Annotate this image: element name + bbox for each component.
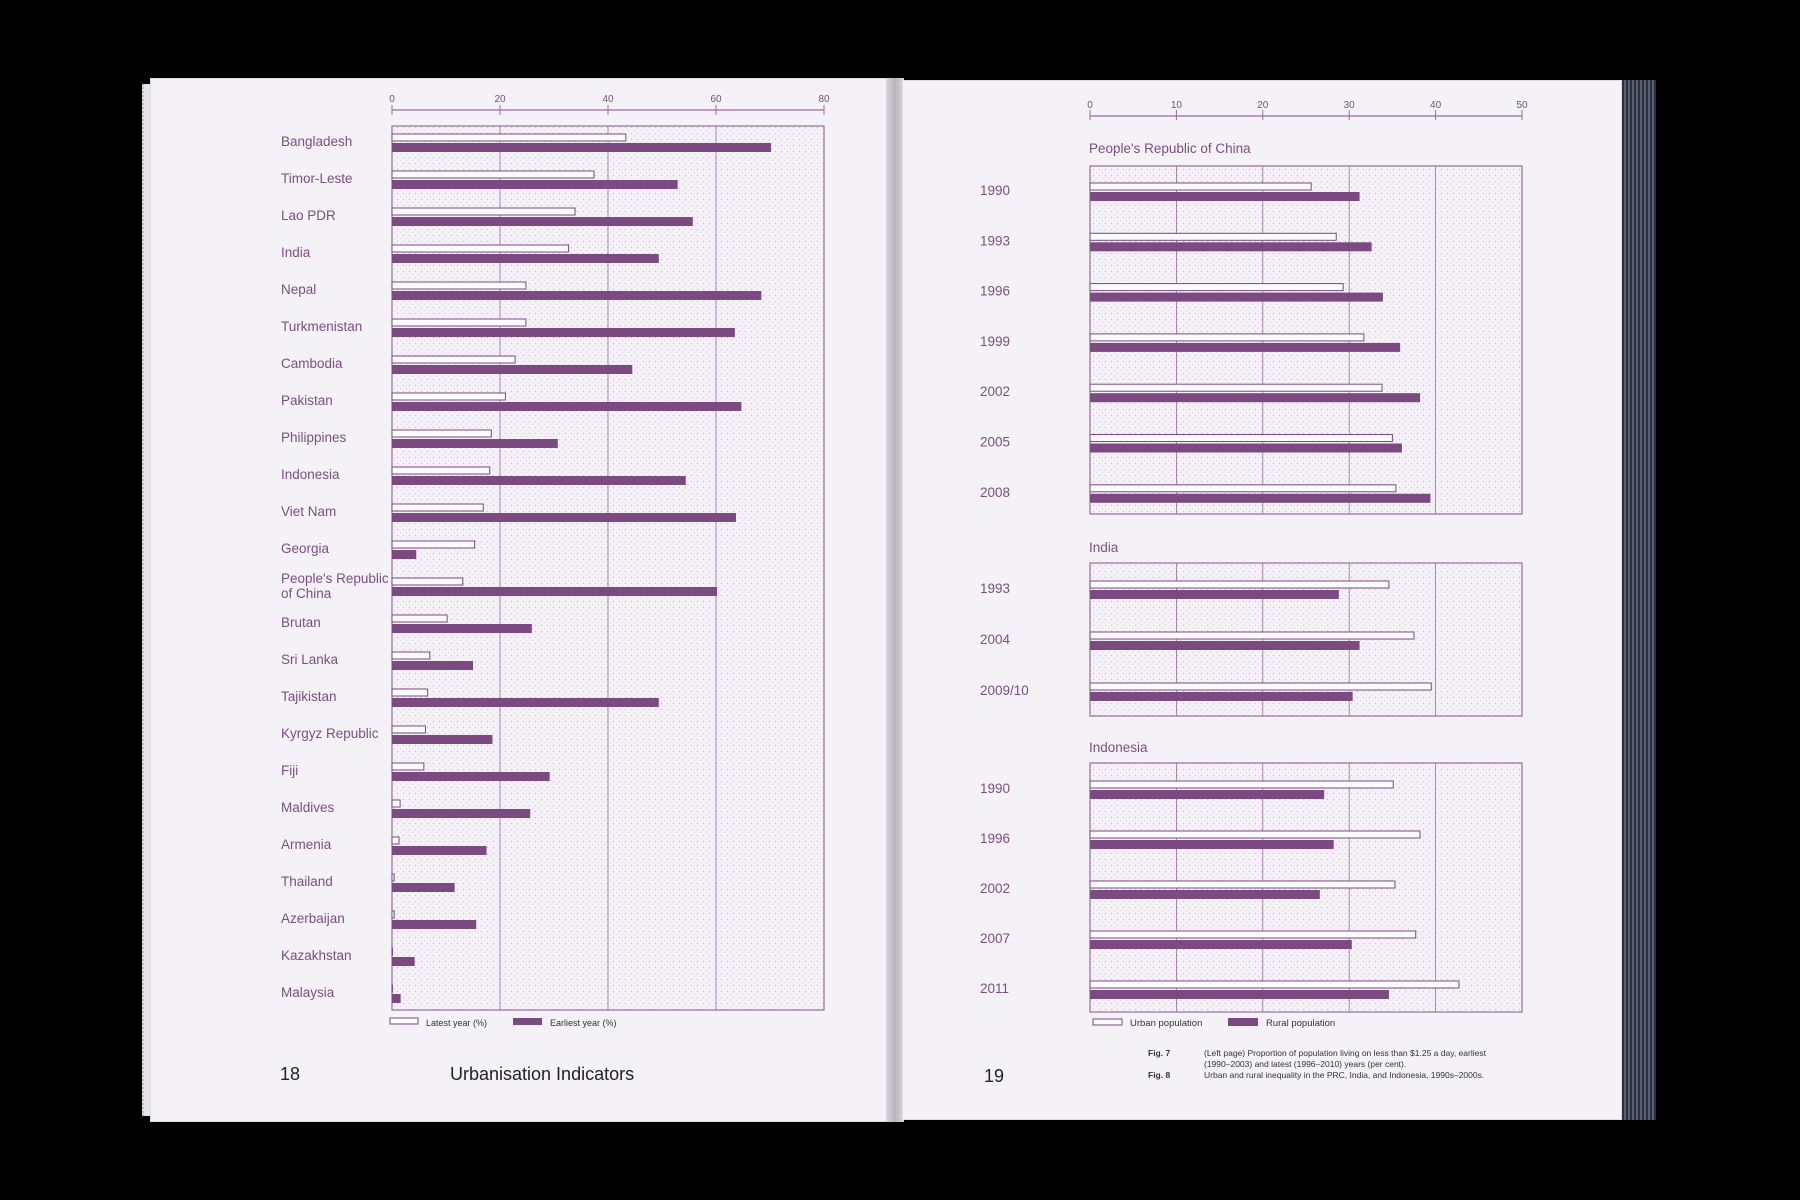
fig7-bar-latest bbox=[392, 356, 515, 363]
fig7-bar-latest bbox=[392, 171, 594, 178]
fig8-tick-label: 10 bbox=[1170, 100, 1182, 111]
fig7-label: Fig. 7 bbox=[1148, 1048, 1171, 1058]
fig8-bar-rural bbox=[1090, 692, 1353, 701]
fig7-bar-earliest bbox=[392, 143, 771, 152]
fig8-tick-label: 0 bbox=[1087, 100, 1093, 111]
fig8-bar-urban bbox=[1090, 781, 1393, 788]
fig8-panel-title: India bbox=[1089, 540, 1119, 555]
fig7-bar-latest bbox=[392, 837, 399, 844]
fig8-bar-rural bbox=[1090, 940, 1352, 949]
fig7-bar-earliest bbox=[392, 883, 455, 892]
fig7-bar-latest bbox=[392, 134, 626, 141]
fig8-bar-urban bbox=[1090, 435, 1392, 442]
fig8-legend-label-urban: Urban population bbox=[1130, 1018, 1203, 1029]
fig8-year-label: 2002 bbox=[980, 384, 1011, 400]
fig7-bar-earliest bbox=[392, 920, 476, 929]
running-title: Urbanisation Indicators bbox=[450, 1064, 635, 1084]
fig7-category-label: Lao PDR bbox=[281, 208, 336, 223]
fig7-poverty-chart bbox=[281, 94, 830, 1028]
fig8-tick-label: 20 bbox=[1257, 100, 1269, 111]
fig8-bar-rural bbox=[1090, 242, 1372, 251]
fig7-category-label: Kyrgyz Republic bbox=[281, 726, 379, 741]
fig8-label: Fig. 8 bbox=[1148, 1070, 1171, 1080]
fig8-year-label: 2008 bbox=[980, 484, 1011, 500]
fig7-legend-label-latest: Latest year (%) bbox=[426, 1018, 488, 1028]
fig7-tick-label: 20 bbox=[494, 94, 506, 105]
fig8-bar-urban bbox=[1090, 384, 1382, 391]
fig8-year-label: 1990 bbox=[980, 781, 1011, 796]
fig7-bar-earliest bbox=[392, 291, 761, 300]
fig7-bar-latest bbox=[392, 504, 483, 511]
fig7-bar-latest bbox=[392, 948, 393, 955]
fig7-bar-latest bbox=[392, 541, 475, 548]
fig7-bar-earliest bbox=[392, 735, 492, 744]
fig7-category-label: People's Republic bbox=[281, 571, 389, 586]
fig7-bar-earliest bbox=[392, 698, 659, 707]
fig7-category-label: Malaysia bbox=[281, 985, 335, 1000]
fig7-category-label: Brutan bbox=[281, 615, 321, 630]
fig8-bar-rural bbox=[1090, 393, 1420, 402]
fig7-bar-latest bbox=[392, 800, 400, 807]
fig7-category-label: Kazakhstan bbox=[281, 948, 352, 963]
fig8-year-label: 1996 bbox=[980, 283, 1011, 299]
fig8-year-label: 2011 bbox=[980, 981, 1010, 996]
fig7-bar-earliest bbox=[392, 402, 741, 411]
fig7-bar-earliest bbox=[392, 809, 530, 818]
fig7-bar-earliest bbox=[392, 772, 550, 781]
fig8-bar-urban bbox=[1090, 683, 1431, 690]
fig7-category-label: Fiji bbox=[281, 763, 299, 778]
fig7-bar-earliest bbox=[392, 254, 659, 263]
fig7-bar-earliest bbox=[392, 365, 632, 374]
fig8-caption: Urban and rural inequality in the PRC, India, and Indonesia, 1990s–2000s. bbox=[1204, 1070, 1485, 1080]
fig7-category-label: Timor-Leste bbox=[281, 171, 353, 186]
fig8-bar-urban bbox=[1090, 284, 1343, 291]
fig8-bar-urban bbox=[1090, 831, 1420, 838]
fig7-category-label: Georgia bbox=[281, 541, 330, 556]
fig8-legend-swatch-rural bbox=[1228, 1018, 1258, 1026]
fig7-category-label: Bangladesh bbox=[281, 134, 353, 149]
fig7-bar-latest bbox=[392, 874, 394, 881]
fig7-bar-latest bbox=[392, 726, 425, 733]
fig8-bar-rural bbox=[1090, 494, 1430, 503]
fig7-bar-earliest bbox=[392, 994, 401, 1003]
fig7-bar-latest bbox=[392, 282, 526, 289]
fig7-category-label: Philippines bbox=[281, 430, 347, 445]
fig8-bar-rural bbox=[1090, 840, 1334, 849]
fig7-bar-earliest bbox=[392, 587, 717, 596]
fig8-year-label: 1993 bbox=[980, 581, 1011, 596]
fig7-tick-label: 60 bbox=[710, 94, 722, 105]
fig7-tick-label: 0 bbox=[389, 94, 395, 105]
fig8-bar-urban bbox=[1090, 183, 1311, 190]
fig7-bar-latest bbox=[392, 578, 463, 585]
fig8-year-label: 2009/10 bbox=[980, 683, 1029, 698]
fig7-bar-latest bbox=[392, 393, 505, 400]
fig8-bar-rural bbox=[1090, 590, 1339, 599]
left-page-number: 18 bbox=[280, 1064, 301, 1084]
fig7-category-label: Indonesia bbox=[281, 467, 340, 482]
fig8-year-label: 2004 bbox=[980, 632, 1011, 647]
fig8-bar-urban bbox=[1090, 881, 1395, 888]
fig8-bar-rural bbox=[1090, 293, 1383, 302]
fig7-bar-latest bbox=[392, 763, 424, 770]
fig7-bar-earliest bbox=[392, 624, 532, 633]
fig7-bar-latest bbox=[392, 319, 526, 326]
fig7-caption-line1: (Left page) Proportion of population living on less than $1.25 a day, earliest bbox=[1204, 1048, 1486, 1058]
fig8-tick-label: 40 bbox=[1430, 100, 1442, 111]
fig8-legend-label-rural: Rural population bbox=[1266, 1018, 1336, 1029]
right-page-number: 19 bbox=[984, 1066, 1005, 1086]
fig7-bar-earliest bbox=[392, 439, 558, 448]
fig7-bar-earliest bbox=[392, 550, 416, 559]
fig8-bar-urban bbox=[1090, 632, 1414, 639]
fig8-panel-title: Indonesia bbox=[1089, 740, 1148, 755]
fig8-year-label: 2007 bbox=[980, 931, 1011, 946]
fig7-bar-earliest bbox=[392, 217, 693, 226]
fig7-bar-earliest bbox=[392, 476, 686, 485]
fig7-legend-swatch-latest bbox=[390, 1018, 418, 1024]
fig7-bar-latest bbox=[392, 911, 394, 918]
fig8-bar-urban bbox=[1090, 485, 1396, 492]
fig7-category-label: India bbox=[281, 245, 311, 260]
fig7-category-label: Thailand bbox=[281, 874, 333, 889]
fig7-bar-earliest bbox=[392, 328, 735, 337]
fig8-year-label: 2002 bbox=[980, 881, 1011, 896]
fig8-tick-label: 30 bbox=[1343, 100, 1355, 111]
fig7-category-label: Pakistan bbox=[281, 393, 333, 408]
fig7-category-label: Tajikistan bbox=[281, 689, 337, 704]
fig8-legend-swatch-urban bbox=[1093, 1019, 1122, 1025]
fig7-legend-swatch-earliest bbox=[513, 1018, 542, 1025]
fig7-bar-latest bbox=[392, 208, 575, 215]
fig7-bar-earliest bbox=[392, 846, 487, 855]
fig8-bar-urban bbox=[1090, 981, 1459, 988]
fig7-category-label: Maldives bbox=[281, 800, 335, 815]
fig8-bar-rural bbox=[1090, 641, 1360, 650]
fig8-panel-title: People's Republic of China bbox=[1089, 141, 1251, 156]
fig7-caption-line2: (1990–2003) and latest (1996–2010) years (per cent). bbox=[1204, 1059, 1407, 1069]
fig7-tick-label: 80 bbox=[818, 94, 830, 105]
fig8-bar-urban bbox=[1090, 931, 1416, 938]
fig7-bar-earliest bbox=[392, 957, 415, 966]
fig7-bar-latest bbox=[392, 985, 393, 992]
fig7-legend-label-earliest: Earliest year (%) bbox=[550, 1018, 617, 1028]
fig7-bar-earliest bbox=[392, 661, 473, 670]
fig7-category-label: Cambodia bbox=[281, 356, 343, 371]
fig8-bar-rural bbox=[1090, 343, 1400, 352]
fig7-bar-latest bbox=[392, 615, 447, 622]
fig7-bar-earliest bbox=[392, 180, 678, 189]
fig7-tick-label: 40 bbox=[602, 94, 614, 105]
fig7-bar-latest bbox=[392, 652, 430, 659]
fig8-bar-rural bbox=[1090, 790, 1324, 799]
fig8-bar-rural bbox=[1090, 990, 1389, 999]
fig8-tick-label: 50 bbox=[1516, 100, 1528, 111]
fig7-bar-latest bbox=[392, 430, 491, 437]
fig8-year-label: 1993 bbox=[980, 233, 1011, 249]
fig7-category-label: Azerbaijan bbox=[281, 911, 345, 926]
fig8-bar-urban bbox=[1090, 233, 1336, 240]
fig8-bar-rural bbox=[1090, 444, 1402, 453]
fig8-bar-urban bbox=[1090, 581, 1389, 588]
fig7-bar-earliest bbox=[392, 513, 736, 522]
fig7-category-label: Viet Nam bbox=[281, 504, 337, 519]
fig7-bar-latest bbox=[392, 689, 428, 696]
fig7-category-label: Turkmenistan bbox=[281, 319, 363, 334]
fig8-bar-rural bbox=[1090, 890, 1320, 899]
fig7-bar-latest bbox=[392, 467, 490, 474]
fig7-bar-latest bbox=[392, 245, 569, 252]
fig7-category-label: Nepal bbox=[281, 282, 317, 297]
fig8-urban-rural-chart bbox=[980, 100, 1528, 1029]
fig8-bar-rural bbox=[1090, 192, 1360, 201]
fig8-year-label: 1990 bbox=[980, 183, 1011, 198]
fig8-year-label: 1999 bbox=[980, 333, 1011, 349]
fig8-year-label: 2005 bbox=[980, 434, 1011, 450]
fig7-category-label: Armenia bbox=[281, 837, 332, 852]
fig8-bar-urban bbox=[1090, 334, 1364, 341]
fig7-category-label: Sri Lanka bbox=[281, 652, 339, 667]
fig8-year-label: 1996 bbox=[980, 831, 1011, 846]
fig7-category-label: of China bbox=[281, 586, 332, 601]
